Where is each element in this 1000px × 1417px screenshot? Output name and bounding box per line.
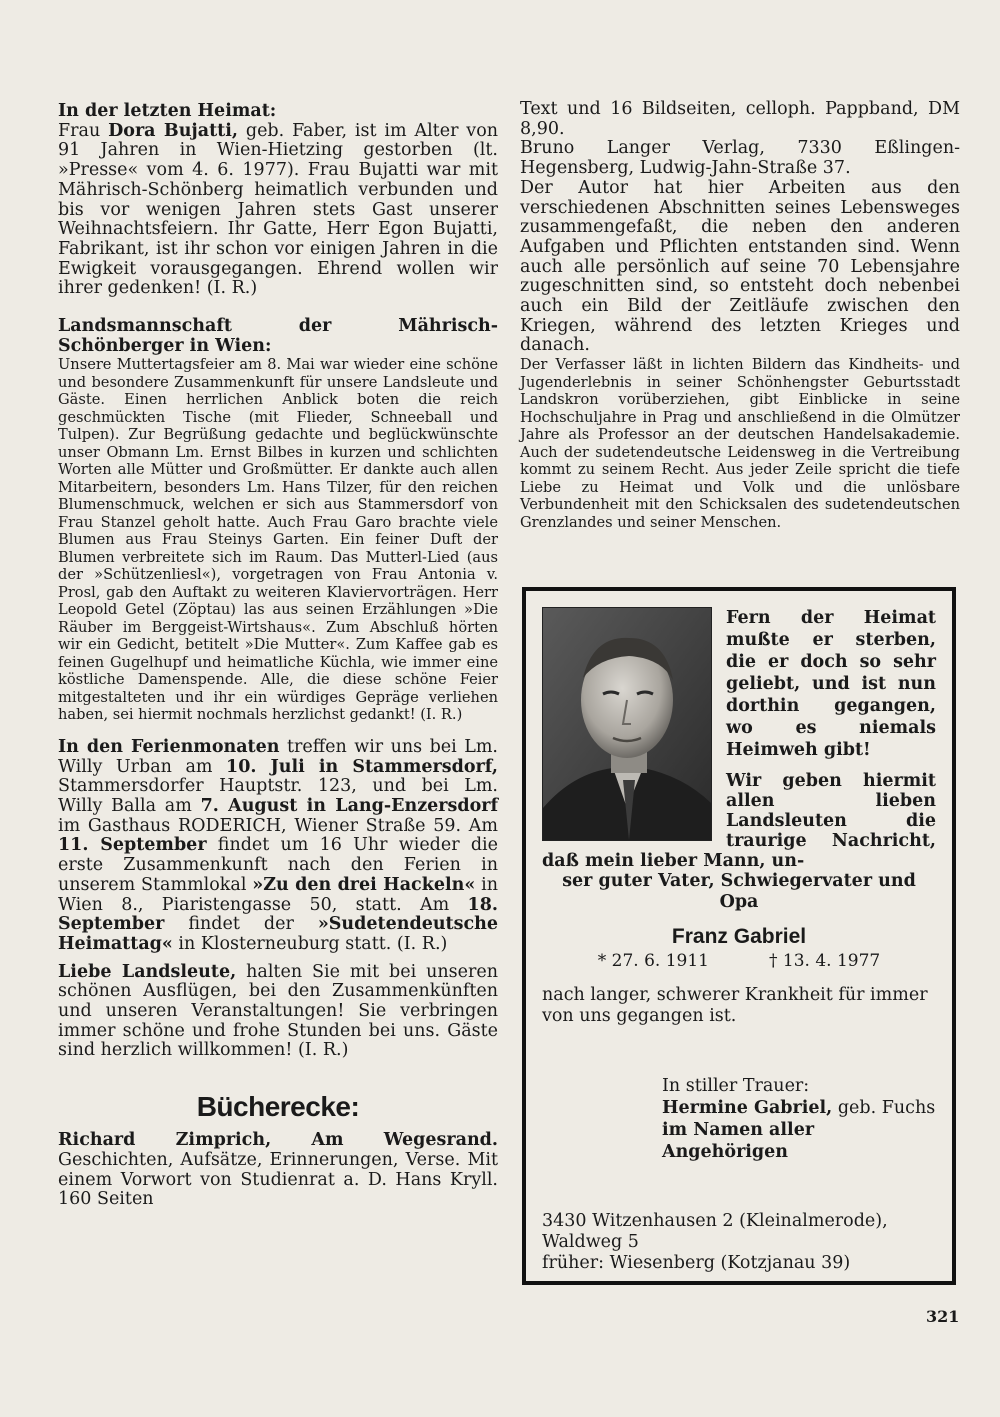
address-line-2: Waldweg 5: [542, 1232, 639, 1252]
birth-date: * 27. 6. 1911: [597, 951, 709, 971]
trauer-label: In stiller Trauer:: [662, 1076, 810, 1096]
family-line: im Namen aller Angehörigen: [662, 1120, 815, 1162]
heading-buecherecke: Bücherecke:: [196, 1091, 360, 1123]
landsleute-text: Liebe Landsleute, halten Sie mit bei unseren schönen Ausflügen, bei den Zusammenkünften und unseren Veranstaltungen! Sie verbringen immer schöne und frohe Stunden bei uns. Gäste sind herzlich willkommen! (I. R.): [58, 961, 499, 1061]
death-date: † 13. 4. 1977: [769, 951, 881, 971]
book-title: Richard Zimprich, Am Wegesrand.: [58, 1130, 498, 1151]
address-block: [542, 1211, 936, 1274]
right-column: [520, 100, 960, 531]
article-landsleute: [58, 963, 498, 1062]
article-ferien: [58, 738, 498, 955]
obituary-verse: Fern der Heimat mußte er sterben, die er doch so sehr geliebt, und ist nun dorthin gegangen, wo es niemals Heimweh gibt!: [726, 608, 936, 760]
deceased-name: Franz Gabriel: [671, 925, 807, 948]
review-paragraph-2: Der Verfasser läßt in lichten Bildern das Kindheits- und Jugenderlebnis in seiner Schönhengster Geburtsstadt Landskron vorüberziehen, gibt Einblicke in seine Hochschuljahre in Prag und anschließend in die Olmützer Jahre als Professor an der deutschen Handelsakademie. Auch der sudetendeutsche Leidensweg in die Vertreibung kommt zu seinem Recht. Aus jeder Zeile spricht die tiefe Liebe zu Heimat und Volk und die unlösbare Verbundenheit mit den Schicksalen des sudetendeutschen Grenzlandes und seiner Menschen.: [520, 356, 960, 531]
landsmannschaft-text: Unsere Muttertagsfeier am 8. Mai war wieder eine schöne und besondere Zusammenkunft für unsere Landsleute und Gäste. Einen herrlichen Anblick boten die reich geschmückten Tische (mit Flieder, Schneeball und Tulpen). Zur Begrüßung gedachte und beglückwünschte unser Obmann Lm. Ernst Bilbes in kurzen und schlichten Worten alle Mütter und Großmütter. Er dankte auch allen Mitarbeitern, besonders Lm. Hans Tilzer, für den reichen Blumenschmuck, welchen er sich aus Stammersdorf von Frau Stanzel geholt hatte. Auch Frau Garo brachte viele Blumen aus Frau Steinys Garten. Ein feiner Duft der Blumen verbreitete sich im Raum. Das Mutterl-Lied (aus der »Schützenliesl«), vorgetragen von Frau Antonia v. Prosl, gab den Auftakt zu weiteren Klaviervorträgen. Herr Leopold Getel (Zöptau) las aus seinen Erzählungen »Die Räuber im Berggeist-Wirtshaus«. Zum Abschluß hörten wir ein Gedicht, betitelt »Die Mutter«. Zum Kaffee gab es feinen Gugelhupf und heimatliche Küchla, wie immer eine köstliche Damenspende. Alle, die diese schöne Feier mitgestalteten und ihr ein würdiges Gepräge verliehen haben, sei hiermit nochmals herzlichst gedankt! (I. R.): [58, 356, 498, 724]
obituary-announcement-cont: ser guter Vater, Schwiegervater und Opa: [562, 871, 916, 912]
book-entry: Richard Zimprich, Am Wegesrand. Geschichten, Aufsätze, Erinnerungen, Verse. Mit einem Vorwort von Studienrat a. D. Hans Kryll. 160 Seiten: [58, 1130, 498, 1210]
address-line-1: 3430 Witzenhausen 2 (Kleinalmerode),: [542, 1211, 888, 1231]
address-line-3: früher: Wiesenberg (Kotzjanau 39): [542, 1253, 851, 1273]
ferien-text: In den Ferienmonaten treffen wir uns bei Lm. Willy Urban am 10. Juli in Stammersdorf, Stammersdorfer Hauptstr. 123, und bei Lm. Willy Balla am 7. August in Lang-Enzersdorf im Gasthaus RODERICH, Wiener Straße 59. Am 11. September findet um 16 Uhr wieder die erste Zusammenkunft nach den Ferien in unserem Stammlokal »Zu den drei Hackeln« in Wien 8., Piaristengasse 50, statt. Am 18. September findet der »Sudetendeutsche Heimattag« in Klosterneuburg statt. (I. R.): [58, 736, 498, 954]
portrait-photo: [542, 607, 712, 841]
life-dates: [542, 951, 936, 971]
left-column: [58, 102, 498, 1210]
heading-heimat: In der letzten Heimat:: [58, 101, 277, 121]
heimat-text: Frau Dora Bujatti, geb. Faber, ist im Alter von 91 Jahren in Wien-Hietzing gestorben (lt. »Presse« vom 4. 6. 1977). Frau Bujatti war mit Mährisch-Schönberg heimatlich verbunden und bis vor wenigen Jahren stets Gast unserer Weihnachtsfeiern. Ihr Gatte, Herr Egon Bujatti, Fabrikant, ist ihr schon vor einigen Jahren in die Ewigkeit vorausgegangen. Ehrend wollen wir ihrer gedenken! (I. R.): [58, 120, 498, 299]
review-paragraph-1: Der Autor hat hier Arbeiten aus den verschiedenen Abschnitten seines Lebensweges zusammengefaßt, die neben den anderen Aufgaben und Pflichten entstanden sind. Wenn auch alle persönlich auf seine 70 Lebensjahre zugeschnitten sind, so entsteht doch nebenbei auch ein Bild der Zeitläufe zwischen den Kriegen, während des letzten Krieges und danach.: [520, 177, 960, 356]
obituary-announcement: Wir geben hiermit allen lieben Landsleuten die traurige Nachricht, daß mein lieber Mann, un-: [542, 771, 936, 871]
obituary-after: nach langer, schwerer Krankheit für immer von uns gegangen ist.: [542, 985, 928, 1026]
mourners: [542, 1075, 936, 1163]
article-landsmannschaft: [58, 317, 498, 724]
person-name: Dora Bujatti,: [108, 120, 238, 141]
publisher: Bruno Langer Verlag, 7330 Eßlingen-Hegensberg, Ludwig-Jahn-Straße 37.: [520, 138, 960, 179]
book-continuation: Text und 16 Bildseiten, celloph. Pappband, DM 8,90.: [520, 99, 960, 139]
page-number: 321: [926, 1307, 960, 1326]
widow: Hermine Gabriel, geb. Fuchs: [662, 1098, 936, 1118]
heading-landsmannschaft: Landsmannschaft der Mährisch-Schönberger in Wien:: [58, 316, 498, 356]
article-heimat: [58, 102, 498, 299]
obituary-box: [522, 587, 956, 1285]
